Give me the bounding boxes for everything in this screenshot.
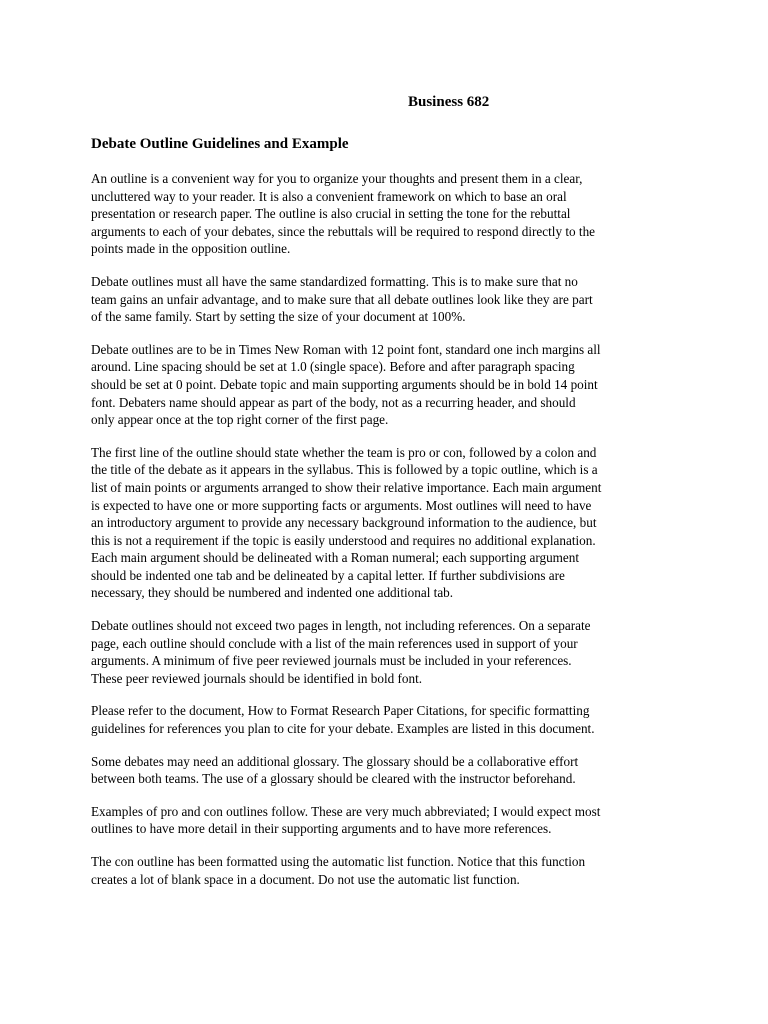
paragraph-line: presentation or research paper. The outline is also crucial in setting the tone for the rebuttal xyxy=(91,206,571,222)
paragraph-line: between both teams. The use of a glossary should be cleared with the instructor beforehand. xyxy=(91,771,576,787)
paragraph-line: of the same family. Start by setting the size of your document at 100%. xyxy=(91,309,466,325)
paragraph-line: only appear once at the top right corner of the first page. xyxy=(91,412,389,428)
body-paragraph xyxy=(91,444,691,602)
paragraph-line: font. Debaters name should appear as part of the body, not as a recurring header, and should xyxy=(91,394,576,410)
body-paragraph xyxy=(91,702,691,737)
document-body xyxy=(91,170,691,903)
document-title: Debate Outline Guidelines and Example xyxy=(91,136,349,152)
body-paragraph xyxy=(91,803,691,838)
paragraph-line: Each main argument should be delineated with a Roman numeral; each supporting argument xyxy=(91,550,580,566)
paragraph-line: this is not a requirement if the topic is easily understood and requires no additional explanation. xyxy=(91,532,596,548)
paragraph-line: list of main points or arguments arranged to show their relative importance. Each main argument xyxy=(91,479,602,495)
course-heading: Business 682 xyxy=(408,94,490,110)
paragraph-line: creates a lot of blank space in a document. Do not use the automatic list function. xyxy=(91,871,520,887)
body-paragraph xyxy=(91,341,691,429)
paragraph-line: An outline is a convenient way for you to organize your thoughts and present them in a clear, xyxy=(91,171,583,186)
paragraph-line: should be set at 0 point. Debate topic and main supporting arguments should be in bold 14 point xyxy=(91,376,598,392)
paragraph-line: The first line of the outline should state whether the team is pro or con, followed by a colon and xyxy=(91,444,597,460)
paragraph-line: These peer reviewed journals should be identified in bold font. xyxy=(91,670,423,686)
body-paragraph xyxy=(91,753,691,788)
paragraph-line: around. Line spacing should be set at 1.0 (single space). Before and after paragraph spacing xyxy=(91,359,575,375)
paragraph-line: outlines to have more detail in their supporting arguments and to have more references. xyxy=(91,821,552,837)
body-paragraph xyxy=(91,273,691,326)
paragraph-line: Examples of pro and con outlines follow. These are very much abbreviated; I would expect most xyxy=(91,803,601,819)
paragraph-line: Some debates may need an additional glossary. The glossary should be a collaborative effort xyxy=(91,753,579,769)
body-paragraph xyxy=(91,617,691,687)
paragraph-line: Debate outlines are to be in Times New Roman with 12 point font, standard one inch margins all xyxy=(91,341,601,357)
paragraph-line: Debate outlines should not exceed two pages in length, not including references. On a separate xyxy=(91,618,591,634)
paragraph-line: Please refer to the document, How to Format Research Paper Citations, for specific formatting xyxy=(91,703,590,719)
paragraph-line: an introductory argument to provide any necessary background information to the audience, but xyxy=(91,515,597,531)
paragraph-line: page, each outline should conclude with a list of the main references used in support of your xyxy=(91,635,578,651)
paragraph-line: arguments. A minimum of five peer reviewed journals must be included in your references. xyxy=(91,653,572,669)
paragraph-line: arguments to each of your debates, since the rebuttals will be required to respond directly to the xyxy=(91,223,596,239)
paragraph-line: the title of the debate as it appears in the syllabus. This is followed by a topic outline, which is a xyxy=(91,462,598,478)
body-paragraph xyxy=(91,853,691,888)
paragraph-line: Debate outlines must all have the same standardized formatting. This is to make sure that no xyxy=(91,273,578,289)
paragraph-line: should be indented one tab and be delineated by a capital letter. If further subdivisions are xyxy=(91,567,565,583)
paragraph-line: team gains an unfair advantage, and to make sure that all debate outlines look like they are part xyxy=(91,291,593,307)
paragraph-line: The con outline has been formatted using the automatic list function. Notice that this function xyxy=(91,854,586,869)
paragraph-line: necessary, they should be numbered and indented one additional tab. xyxy=(91,585,454,601)
paragraph-line: uncluttered way to your reader. It is also a convenient framework on which to base an oral xyxy=(91,188,567,204)
paragraph-line: points made in the opposition outline. xyxy=(91,241,291,257)
paragraph-line: guidelines for references you plan to cite for your debate. Examples are listed in this document. xyxy=(91,721,595,737)
body-paragraph xyxy=(91,170,691,258)
paragraph-line: is expected to have one or more supporting facts or arguments. Most outlines will need to have xyxy=(91,497,592,513)
